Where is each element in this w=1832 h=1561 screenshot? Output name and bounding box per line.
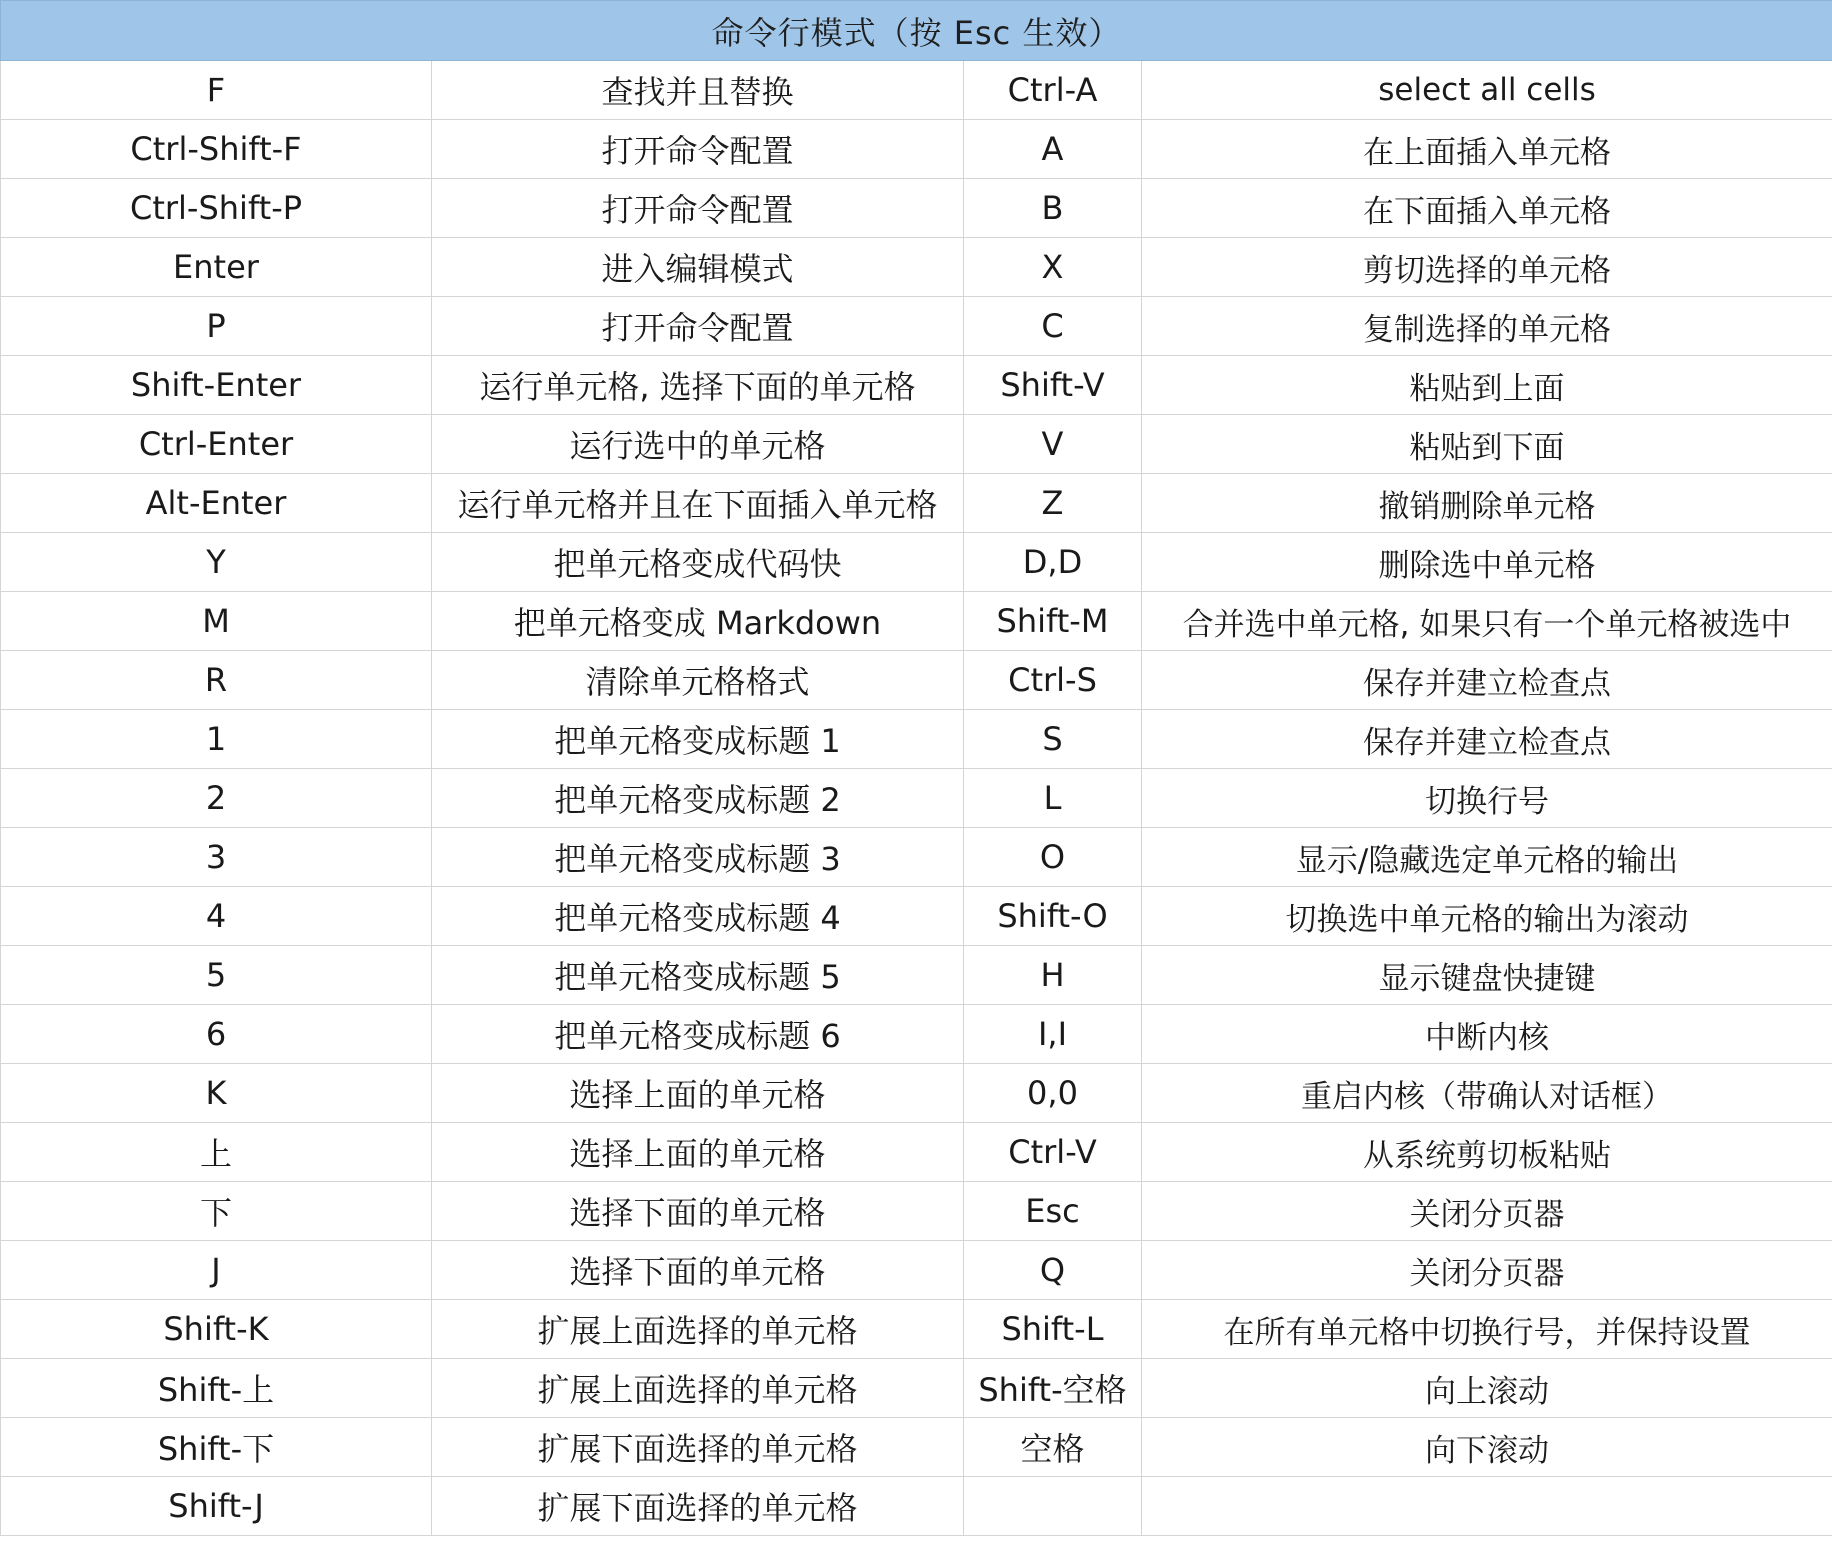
shortcut-key-cell: Ctrl-A [964,61,1142,120]
table-row [1,1359,1832,1418]
shortcut-key-cell: Shift-L [964,1300,1142,1359]
table-title: 命令行模式（按 Esc 生效） [1,1,1832,61]
shortcut-key-cell: Shift-下 [1,1418,432,1477]
shortcut-key-cell: K [1,1064,432,1123]
shortcut-description-cell: 在上面插入单元格 [1142,120,1832,179]
shortcut-key-cell: M [1,592,432,651]
shortcut-key-cell: Y [1,533,432,592]
shortcut-description-cell: select all cells [1142,61,1832,120]
table-row [1,120,1832,179]
shortcut-description-cell: 向下滚动 [1142,1418,1832,1477]
shortcut-description-cell: 把单元格变成 Markdown [432,592,964,651]
shortcut-description-cell: 打开命令配置 [432,120,964,179]
shortcut-description-cell: 选择上面的单元格 [432,1123,964,1182]
shortcut-description-cell: 在所有单元格中切换行号，并保持设置 [1142,1300,1832,1359]
table-row [1,1064,1832,1123]
shortcut-key-cell: 上 [1,1123,432,1182]
shortcut-key-cell: S [964,710,1142,769]
table-row [1,533,1832,592]
shortcut-description-cell: 显示键盘快捷键 [1142,946,1832,1005]
shortcut-key-cell: 3 [1,828,432,887]
shortcut-description-cell: 把单元格变成标题 2 [432,769,964,828]
shortcut-description-cell: 复制选择的单元格 [1142,297,1832,356]
table-row [1,1477,1832,1536]
shortcut-key-cell: Ctrl-S [964,651,1142,710]
shortcut-key-cell: 2 [1,769,432,828]
table-row [1,887,1832,946]
shortcut-description-cell: 撤销删除单元格 [1142,474,1832,533]
shortcut-description-cell: 保存并建立检查点 [1142,710,1832,769]
shortcut-description-cell: 向上滚动 [1142,1359,1832,1418]
shortcut-description-cell: 扩展下面选择的单元格 [432,1477,964,1536]
shortcut-description-cell: 把单元格变成标题 5 [432,946,964,1005]
table-row [1,297,1832,356]
shortcut-description-cell: 选择下面的单元格 [432,1182,964,1241]
table-row [1,238,1832,297]
shortcut-description-cell: 把单元格变成标题 6 [432,1005,964,1064]
shortcut-description-cell: 把单元格变成标题 1 [432,710,964,769]
shortcut-key-cell: Ctrl-Enter [1,415,432,474]
table-row [1,474,1832,533]
shortcut-description-cell: 运行选中的单元格 [432,415,964,474]
shortcut-description-cell: 粘贴到上面 [1142,356,1832,415]
shortcut-description-cell: 粘贴到下面 [1142,415,1832,474]
table-row [1,946,1832,1005]
shortcut-description-cell: 扩展上面选择的单元格 [432,1359,964,1418]
table-row [1,356,1832,415]
shortcut-description-cell: 合并选中单元格, 如果只有一个单元格被选中 [1142,592,1832,651]
shortcut-key-cell: O [964,828,1142,887]
shortcut-description-cell: 切换选中单元格的输出为滚动 [1142,887,1832,946]
shortcut-key-cell: 下 [1,1182,432,1241]
shortcut-key-cell: X [964,238,1142,297]
shortcut-description-cell: 打开命令配置 [432,179,964,238]
table-row [1,61,1832,120]
table-row [1,1005,1832,1064]
shortcut-description-cell: 扩展下面选择的单元格 [432,1418,964,1477]
shortcut-description-cell: 关闭分页器 [1142,1182,1832,1241]
shortcut-key-cell: Shift-O [964,887,1142,946]
shortcut-key-cell: Shift-K [1,1300,432,1359]
shortcut-description-cell: 中断内核 [1142,1005,1832,1064]
shortcut-key-cell: Z [964,474,1142,533]
shortcut-key-cell: Shift-Enter [1,356,432,415]
shortcut-description-cell: 选择上面的单元格 [432,1064,964,1123]
shortcut-key-cell: 0,0 [964,1064,1142,1123]
table-row [1,1300,1832,1359]
shortcut-key-cell: Shift-空格 [964,1359,1142,1418]
shortcut-key-cell: Shift-J [1,1477,432,1536]
table-row [1,592,1832,651]
shortcut-key-cell: J [1,1241,432,1300]
shortcut-key-cell: Esc [964,1182,1142,1241]
shortcut-description-cell: 把单元格变成标题 3 [432,828,964,887]
shortcut-description-cell: 扩展上面选择的单元格 [432,1300,964,1359]
shortcut-description-cell [1142,1477,1832,1536]
shortcut-description-cell: 查找并且替换 [432,61,964,120]
shortcut-key-cell: Shift-M [964,592,1142,651]
shortcut-description-cell: 删除选中单元格 [1142,533,1832,592]
table-row [1,651,1832,710]
table-row [1,828,1832,887]
table-row [1,1182,1832,1241]
shortcut-description-cell: 切换行号 [1142,769,1832,828]
shortcut-description-cell: 选择下面的单元格 [432,1241,964,1300]
shortcut-key-cell: C [964,297,1142,356]
shortcut-description-cell: 进入编辑模式 [432,238,964,297]
shortcut-key-cell: P [1,297,432,356]
shortcut-description-cell: 重启内核（带确认对话框） [1142,1064,1832,1123]
shortcut-description-cell: 清除单元格格式 [432,651,964,710]
shortcut-key-cell: 1 [1,710,432,769]
table-row [1,769,1832,828]
shortcut-description-cell: 保存并建立检查点 [1142,651,1832,710]
shortcut-description-cell: 运行单元格并且在下面插入单元格 [432,474,964,533]
shortcut-description-cell: 显示/隐藏选定单元格的输出 [1142,828,1832,887]
shortcut-key-cell: Q [964,1241,1142,1300]
shortcut-key-cell: B [964,179,1142,238]
table-row [1,1123,1832,1182]
shortcut-key-cell: Ctrl-Shift-P [1,179,432,238]
shortcut-key-cell: 空格 [964,1418,1142,1477]
shortcut-description-cell: 剪切选择的单元格 [1142,238,1832,297]
shortcut-key-cell: R [1,651,432,710]
shortcut-key-cell: V [964,415,1142,474]
table-row [1,1418,1832,1477]
shortcut-key-cell [964,1477,1142,1536]
shortcut-key-cell: F [1,61,432,120]
title-row [1,1,1832,61]
shortcut-key-cell: 4 [1,887,432,946]
table-row [1,179,1832,238]
shortcut-key-cell: Enter [1,238,432,297]
shortcut-key-cell: D,D [964,533,1142,592]
shortcut-description-cell: 在下面插入单元格 [1142,179,1832,238]
table-body [1,61,1832,1536]
table-row [1,415,1832,474]
shortcut-key-cell: Ctrl-Shift-F [1,120,432,179]
shortcut-key-cell: 5 [1,946,432,1005]
shortcut-key-cell: Shift-上 [1,1359,432,1418]
shortcut-key-cell: Shift-V [964,356,1142,415]
shortcut-key-cell: 6 [1,1005,432,1064]
shortcut-description-cell: 关闭分页器 [1142,1241,1832,1300]
shortcut-description-cell: 把单元格变成代码快 [432,533,964,592]
shortcut-description-cell: 打开命令配置 [432,297,964,356]
shortcut-key-cell: Alt-Enter [1,474,432,533]
shortcut-key-cell: H [964,946,1142,1005]
shortcut-key-cell: Ctrl-V [964,1123,1142,1182]
shortcut-description-cell: 从系统剪切板粘贴 [1142,1123,1832,1182]
shortcut-key-cell: A [964,120,1142,179]
shortcut-key-cell: L [964,769,1142,828]
table-row [1,1241,1832,1300]
shortcut-description-cell: 运行单元格, 选择下面的单元格 [432,356,964,415]
table-row [1,710,1832,769]
shortcut-description-cell: 把单元格变成标题 4 [432,887,964,946]
shortcut-key-cell: I,I [964,1005,1142,1064]
